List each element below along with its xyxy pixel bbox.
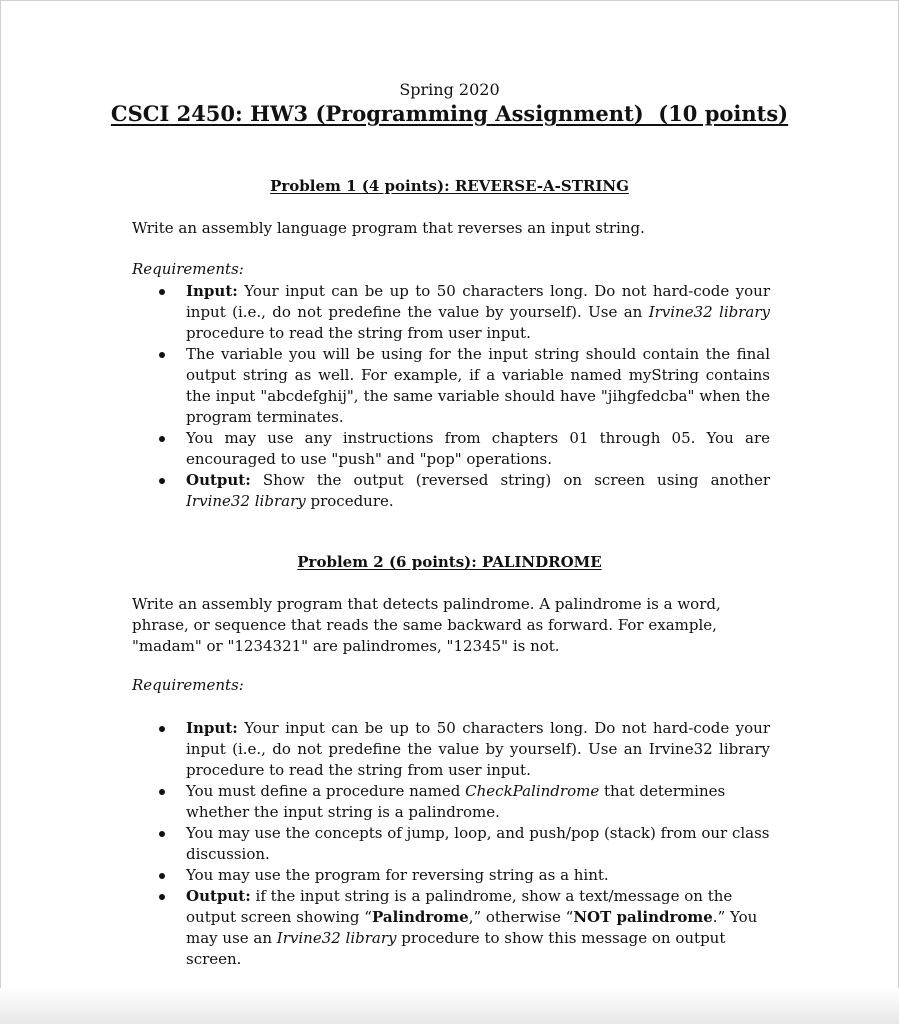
item-text: procedure to show this message on output screen.: [186, 929, 726, 968]
problem-2-requirements-list: [186, 718, 770, 970]
list-item: [186, 781, 770, 823]
item-bold: NOT palindrome: [573, 908, 713, 926]
item-text: .” You may use an: [186, 908, 758, 947]
problem-1-title: Problem 1 (4 points): REVERSE-A-STRING: [270, 177, 629, 195]
item-lead: Output:: [186, 887, 251, 905]
item-lead: Output:: [186, 471, 251, 489]
item-text: The variable you will be using for the input string should contain the final output string as well. For example, if a variable named myString contains the input "abcdefghij", the same variable should have "jihgfedcba" when the program terminates.: [186, 345, 770, 426]
item-text: ,” otherwise “: [468, 908, 574, 926]
item-text: You may use the concepts of jump, loop, and push/pop (stack) from our class discussion.: [186, 824, 770, 863]
bullet-icon: [159, 894, 165, 900]
problem-2-title: Problem 2 (6 points): PALINDROME: [297, 553, 602, 571]
item-emphasis: Irvine32 library: [186, 492, 306, 510]
item-text: You may use any instructions from chapters 01 through 05. You are encouraged to use "push" and "pop" operations.: [186, 429, 770, 468]
bullet-icon: [159, 873, 165, 879]
list-item: [186, 718, 770, 781]
list-item: [186, 865, 770, 886]
problem-1-description: Write an assembly language program that reverses an input string.: [132, 219, 645, 237]
item-text: procedure.: [305, 492, 394, 510]
item-text: You may use the program for reversing string as a hint.: [186, 866, 609, 884]
bullet-icon: [159, 436, 165, 442]
problem-1-requirements-label: Requirements:: [132, 260, 244, 278]
assignment-title: CSCI 2450: HW3 (Programming Assignment) (10 points): [110, 101, 789, 126]
item-emphasis: Irvine32 library: [276, 929, 397, 947]
item-text: procedure to read the string from user input.: [186, 324, 531, 342]
item-text: Show the output (reversed string) on screen using another: [250, 471, 770, 489]
bullet-icon: [159, 289, 165, 295]
list-item: [186, 886, 770, 970]
list-item: [186, 823, 770, 865]
item-lead: Input:: [186, 282, 238, 300]
item-emphasis: CheckPalindrome: [465, 782, 600, 800]
item-text: Your input can be up to 50 characters long. Do not hard-code your input (i.e., do not predefine the value by yourself). Use an: [186, 282, 770, 321]
item-emphasis: Irvine32 library: [648, 303, 770, 321]
item-text: if the input string is a palindrome, show a text/message on the output screen showing “: [186, 887, 733, 926]
list-item: [186, 428, 770, 470]
problem-1-requirements-list: [186, 281, 770, 512]
item-text: Your input can be up to 50 characters long. Do not hard-code your input (i.e., do not predefine the value by yourself). Use an Irvine32 library procedure to read the string from user input.: [186, 719, 770, 779]
problem-2-description: Write an assembly program that detects palindrome. A palindrome is a word, phrase, or sequence that reads the same backward as forward. For example, "madam" or "1234321" are palindromes, "12345" is not.: [132, 595, 721, 655]
bullet-icon: [159, 478, 165, 484]
semester-label: Spring 2020: [399, 80, 500, 99]
item-bold: Palindrome: [371, 908, 469, 926]
problem-2-requirements-label: Requirements:: [132, 676, 244, 694]
bullet-icon: [159, 789, 165, 795]
bullet-icon: [159, 831, 165, 837]
bullet-icon: [159, 726, 165, 732]
item-text: that determines whether the input string is a palindrome.: [186, 782, 726, 821]
list-item: [186, 470, 770, 512]
bullet-icon: [159, 352, 165, 358]
item-lead: Input:: [186, 719, 238, 737]
item-text: You must define a procedure named: [186, 782, 466, 800]
list-item: [186, 344, 770, 428]
list-item: [186, 281, 770, 344]
